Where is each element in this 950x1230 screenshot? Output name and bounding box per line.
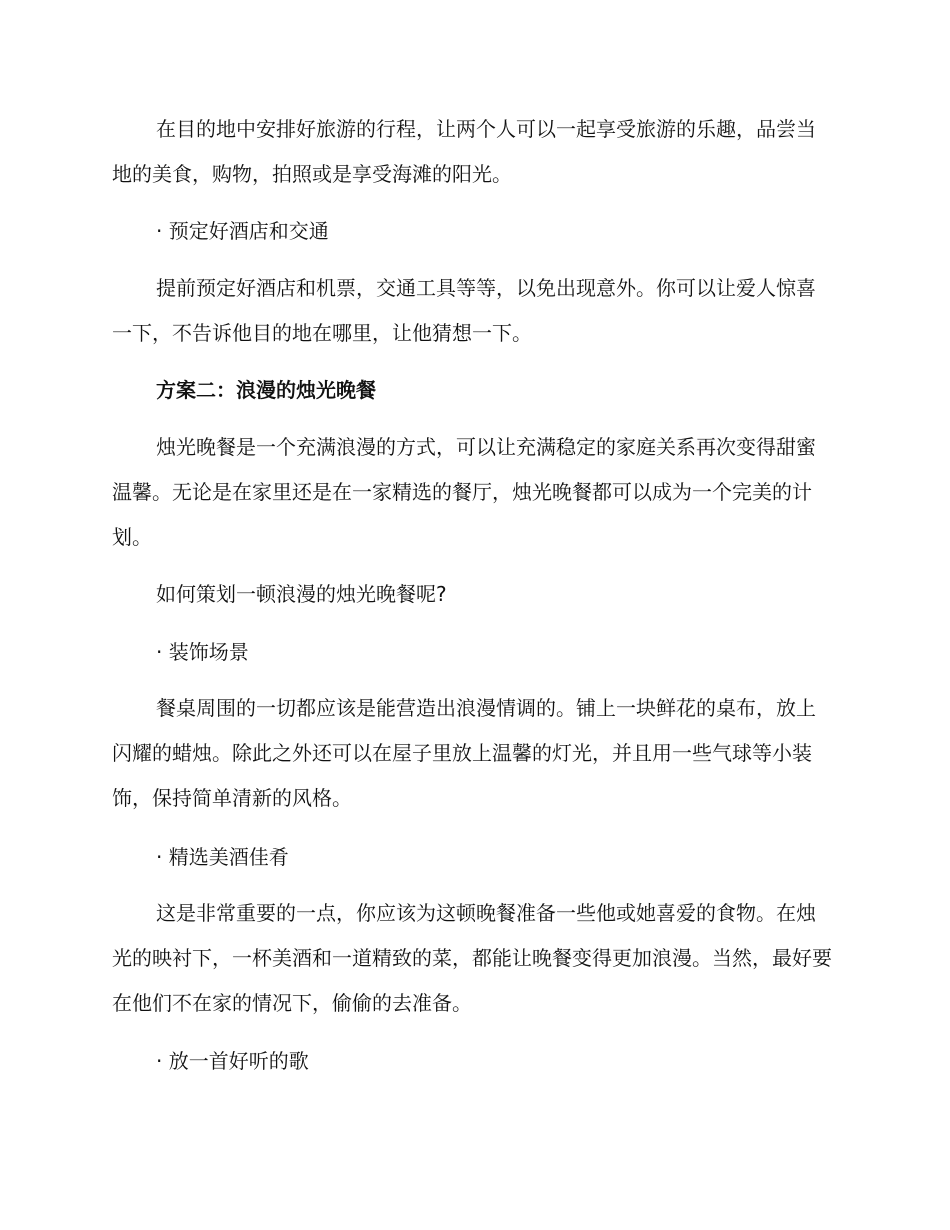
paragraph-candlelight-dinner: 烛光晚餐是一个充满浪漫的方式，可以让充满稳定的家庭关系再次变得甜蜜温馨。无论是在家里还是在一家精选的餐厅，烛光晚餐都可以成为一个完美的计划。 — [112, 435, 816, 549]
heading-plan-two: 方案二：浪漫的烛光晚餐 — [156, 378, 376, 402]
paragraph-book-in-advance: 提前预定好酒店和机票，交通工具等等，以免出现意外。你可以让爱人惊喜一下，不告诉他目的地在哪里，让他猜想一下。 — [112, 276, 816, 345]
bullet-decorate-scene: · 装饰场景 — [156, 640, 249, 664]
paragraph-how-to-plan: 如何策划一顿浪漫的烛光晚餐呢? — [156, 582, 447, 606]
bullet-book-hotel-transport: · 预定好酒店和交通 — [156, 219, 329, 243]
paragraph-food-details: 这是非常重要的一点，你应该为这顿晚餐准备一些他或她喜爱的食物。在烛光的映衬下，一杯美酒和一道精致的菜，都能让晚餐变得更加浪漫。当然，最好要在他们不在家的情况下，偷偷的去准备。 — [112, 901, 832, 1015]
paragraph-decoration-details: 餐桌周围的一切都应该是能营造出浪漫情调的。铺上一块鲜花的桌布，放上闪耀的蜡烛。除此之外还可以在屋子里放上温馨的灯光，并且用一些气球等小装饰，保持简单清新的风格。 — [112, 696, 816, 810]
bullet-play-song: · 放一首好听的歌 — [156, 1049, 309, 1073]
bullet-select-food-wine: · 精选美酒佳肴 — [156, 845, 289, 869]
paragraph-travel-itinerary: 在目的地中安排好旅游的行程，让两个人可以一起享受旅游的乐趣，品尝当地的美食，购物，拍照或是享受海滩的阳光。 — [112, 117, 816, 186]
